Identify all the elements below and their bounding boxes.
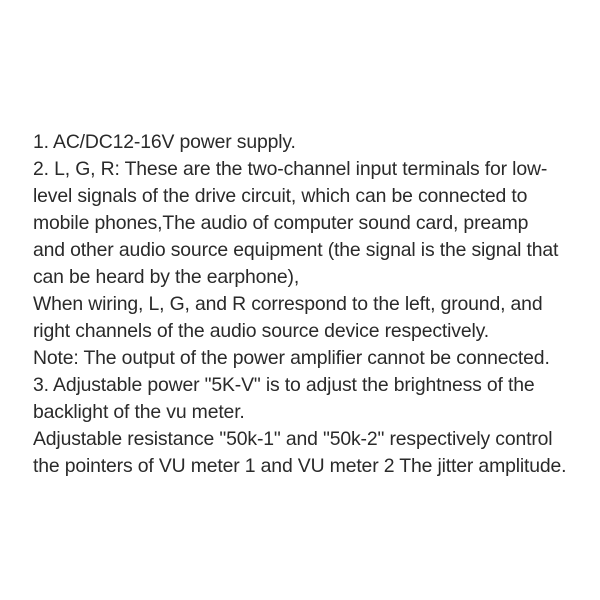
item-3-adjustable-power: 3. Adjustable power "5K-V" is to adjust the brightness of the [33, 374, 535, 396]
adjustable-resistance-line-2: the pointers of VU meter 1 and VU meter 2 The jitter amplitude. [33, 455, 567, 477]
amplifier-output-note: Note: The output of the power amplifier cannot be connected. [33, 347, 550, 369]
adjustable-resistance-line-1: Adjustable resistance "50k-1" and "50k-2" respectively control [33, 428, 553, 450]
item-2-text-line-2: level signals of the drive circuit, which can be connected to [33, 185, 528, 207]
item-2-input-terminals: 2. L, G, R: These are the two-channel input terminals for low- [33, 158, 548, 180]
item-3-text-line-2: backlight of the vu meter. [33, 401, 245, 423]
item-2-text-line-5: can be heard by the earphone), [33, 266, 300, 288]
item-2-text-line-3: mobile phones,The audio of computer sound card, preamp [33, 212, 529, 234]
wiring-note-line-2: right channels of the audio source device respectively. [33, 320, 489, 342]
item-1-power-supply: 1. AC/DC12-16V power supply. [33, 131, 296, 153]
item-2-text-line-4: and other audio source equipment (the signal is the signal that [33, 239, 559, 261]
wiring-note-line-1: When wiring, L, G, and R correspond to the left, ground, and [33, 293, 543, 315]
